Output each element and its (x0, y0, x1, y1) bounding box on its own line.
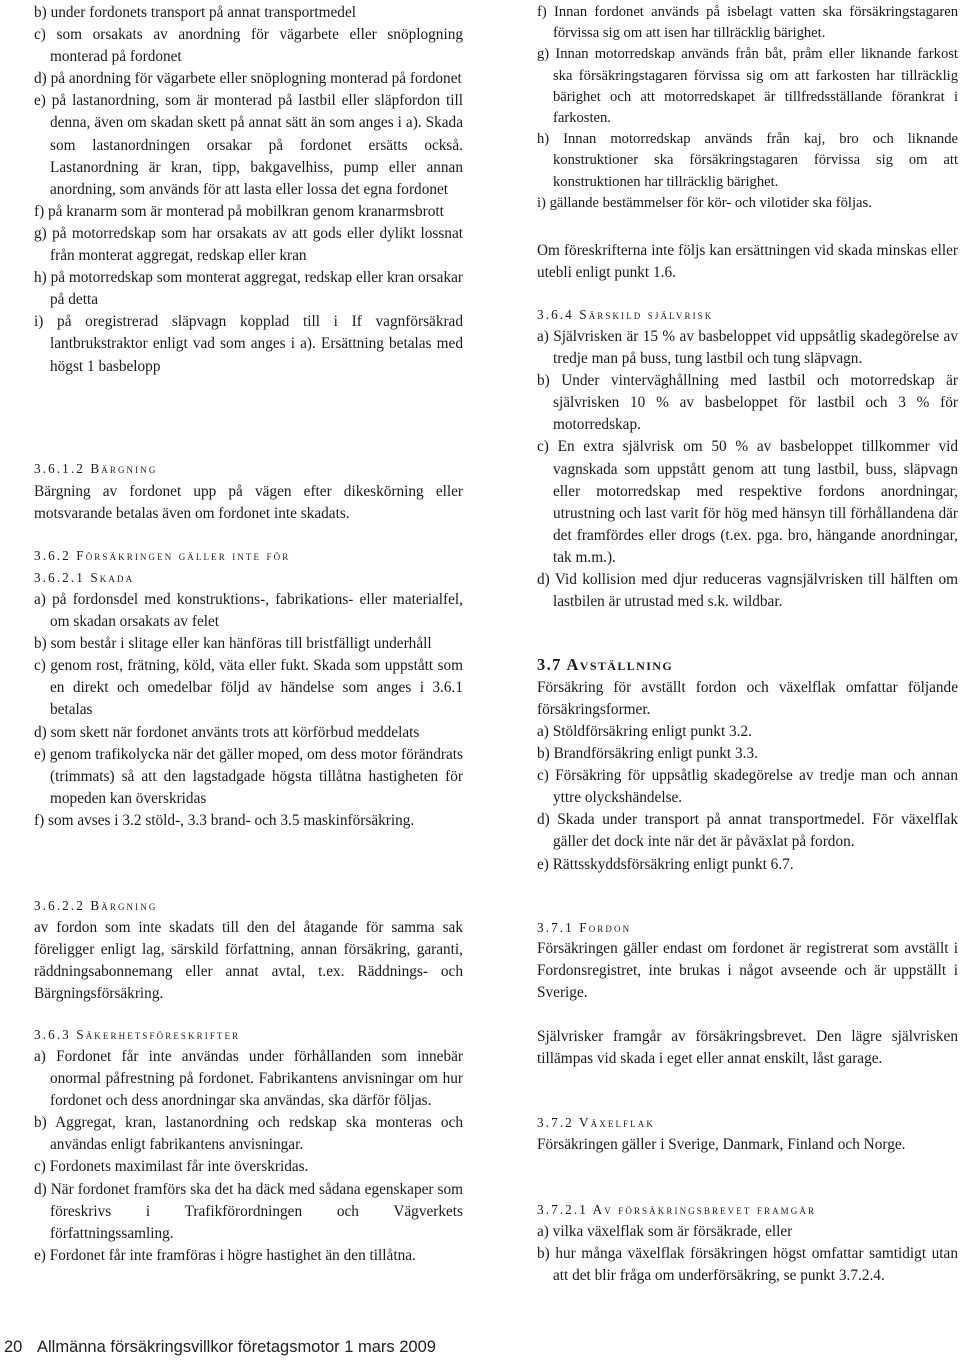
paragraph-372: Försäkringen gäller i Sverige, Danmark, Finland och Norge. (537, 1136, 906, 1153)
section-heading-372: 3.7.2 Växelflak (537, 1115, 655, 1130)
list-item: g) Innan motorredskap används från båt, pråm eller liknande farkost ska försäkringstagaren förvissa sig om att farkosten har tillräcklig bärighet och att motorredskapet är tillfredsställande förankrat i farkosten. (537, 46, 958, 127)
section-heading-371: 3.7.1 Fordon (537, 920, 632, 935)
page-number: 20 (4, 1338, 23, 1356)
paragraph-371b: Självrisker framgår av försäkringsbrevet. Den lägre självrisken tillämpas vid skada i eget eller annat enskilt, låst garage. (537, 1028, 958, 1068)
list-item: d) Vid kollision med djur reduceras vagnsjälvrisken till hälften om lastbilen är utrustad med s.k. wildbar. (537, 571, 958, 611)
list-364 (537, 326, 958, 613)
list-item: h) Innan motorredskap används från kaj, bro och liknande konstruktioner ska försäkringstagaren förvissa sig om att konstruktionen har tillräcklig bärighet. (537, 131, 958, 190)
list-item: d) som skett när fordonet använts trots att körförbud meddelats (34, 723, 420, 741)
list-item: b) som består i slitage eller kan hänföras till bristfälligt underhåll (34, 635, 432, 653)
list-item: a) Stöldförsäkring enligt punkt 3.2. (537, 723, 752, 740)
list-item: a) Fordonet får inte användas under förhållanden som innebär onormal påfrestning på fordonet. Fabrikantens anvisningar om hur fordonet och dess anordningar ska användas, ska därför följas. (34, 1048, 463, 1110)
list-item: e) genom trafikolycka när det gäller moped, om dess motor förändrats (trimmats) så att den lagstadgade högsta tillåtna hastigheten för mopeden kan överskridas (34, 745, 463, 807)
list-item: d) Skada under transport på annat transportmedel. För växelflak gäller det dock inte när det är påväxlat på fordon. (537, 811, 958, 851)
paragraph-371: Försäkringen gäller endast om fordonet är registrerat som avställt i Fordonsregistret, inte brukas i något avseende och är uppställt i Sverige. (537, 940, 958, 1002)
list-item: c) Fordonets maximilast får inte överskridas. (34, 1158, 309, 1176)
list-item: b) hur många växelflak försäkringen högst omfattar samtidigt utan att det blir fråga om underförsäkring, se punkt 3.7.2.4. (537, 1245, 958, 1285)
list-3621 (34, 589, 463, 832)
paragraph-3612: Bärgning av fordonet upp på vägen efter dikeskörning eller motsvarande betalas även om fordonet inte skadats. (34, 483, 463, 523)
section-heading-37: 3.7 Avställning (537, 655, 674, 674)
list-item: f) som avses i 3.2 stöld-, 3.3 brand- och 3.5 maskinförsäkring. (34, 811, 415, 829)
list-item: h) på motorredskap som monterat aggregat, redskap eller kran orsakar på detta (34, 269, 463, 309)
list-item: i) gällande bestämmelser för kör- och vilotider ska följas. (537, 194, 872, 211)
list-3623 (34, 1046, 463, 1267)
list-items-top (537, 2, 958, 214)
list-item: c) som orsakats av anordning för vägarbete eller snöplogning monterad på fordonet (34, 26, 463, 66)
list-items-a (34, 2, 463, 378)
list-item: b) under fordonets transport på annat transportmedel (34, 4, 356, 21)
list-item: b) Brandförsäkring enligt punkt 3.3. (537, 745, 758, 763)
section-heading-3622: 3.6.2.2 Bärgning (34, 898, 158, 913)
list-item: a) Självrisken är 15 % av basbeloppet vid uppsåtlig skadegörelse av tredje man på buss, tung lastbil och tung släpvagn. (537, 328, 958, 368)
list-item: c) genom rost, frätning, köld, väta eller fukt. Skada som uppstått som en direkt och omedelbar följd av händelse som anges i 3.6.1 betalas (34, 657, 463, 719)
list-3721 (537, 1221, 958, 1287)
list-item: a) på fordonsdel med konstruktions-, fabrikations- eller materialfel, om skadan orsakats av felet (34, 591, 463, 631)
list-item: b) Under vinterväghållning med lastbil och motorredskap är självrisken 10 % av basbeloppet för lastbil och 3 % för motorredskap. (537, 372, 958, 434)
list-item: e) Fordonet får inte framföras i högre hastighet än den tillåtna. (34, 1246, 416, 1264)
list-item: e) på lastanordning, som är monterad på lastbil eller släpfordon till denna, även om skadan skett på annat sätt än som anges i a). Skada som lastanordningen orsakar på fordonet ersätts också. Lastanordning är kran, tipp, bakgavelhiss, pump eller annan anordning, som används för att lasta eller lossa det egna fordonet (34, 92, 463, 198)
list-item: d) på anordning för vägarbete eller snöplogning monterad på fordonet (34, 70, 462, 88)
list-item: g) på motorredskap som har orsakats av att gods eller dylikt lossnat från monterat aggregat, redskap eller kran (34, 224, 463, 265)
list-item: i) på oregistrerad släpvagn kopplad till i If vagnförsäkrad lantbrukstraktor enligt vad som anges i a). Ersättning betalas med högst 1 basbelopp (34, 313, 463, 375)
list-item: f) Innan fordonet används på isbelagt vatten ska försäkringstagaren förvissa sig om att isen har tillräcklig bärighet. (537, 4, 958, 42)
list-item: c) En extra självrisk om 50 % av basbeloppet tillkommer vid vagnskada som uppstått genom att tung lastbil, buss, släpvagn eller motorredskap med respektive fordons anordningar, utrustning och last varit för hög med hänsyn till förhållandena där det framfördes eller drogs (t.ex. pga. bro, hängande anordningar, tak m.m.). (537, 438, 958, 566)
section-heading-3612: 3.6.1.2 Bärgning (34, 461, 158, 476)
list-item: b) Aggregat, kran, lastanordning och redskap ska monteras och användas enligt fabrikantens anvisningar. (34, 1114, 463, 1154)
list-item: a) vilka växelflak som är försäkrade, eller (537, 1223, 793, 1240)
section-heading-3623: 3.6.3 Säkerhetsföreskrifter (34, 1027, 241, 1042)
list-37 (537, 721, 958, 876)
section-heading-3621: 3.6.2.1 Skada (34, 570, 135, 585)
paragraph-3622: av fordon som inte skadats till den del åtagande för samma sak föreligger enligt lag, särskild författning, annan försäkring, garanti, räddningsabonnemang eller annat avtal, t.ex. Räddnings- och Bärgningsförsäkring. (34, 919, 463, 1003)
list-item: f) på kranarm som är monterad på mobilkran genom kranarmsbrott (34, 202, 444, 220)
section-heading-364: 3.6.4 Särskild självrisk (537, 307, 714, 322)
paragraph-37: Försäkring för avställt fordon och växelflak omfattar följande försäkringsformer. (537, 679, 958, 719)
list-item: e) Rättsskyddsförsäkring enligt punkt 6.7. (537, 855, 794, 873)
list-item: c) Försäkring för uppsåtlig skadegörelse av tredje man och annan yttre olyckshändelse. (537, 767, 958, 807)
section-heading-3721: 3.7.2.1 Av försäkringsbrevet framgår (537, 1202, 817, 1217)
footer-title: Allmänna försäkringsvillkor företagsmotor 1 mars 2009 (37, 1338, 436, 1356)
paragraph-reduce: Om föreskrifterna inte följs kan ersättningen vid skada minskas eller utebli enligt punkt 1.6. (537, 242, 958, 282)
section-heading-362: 3.6.2 Försäkringen gäller inte för (34, 548, 291, 563)
list-item: d) När fordonet framförs ska det ha däck med sådana egenskaper som föreskrivs i Trafikförordningen och Vägverkets författningssamling. (34, 1180, 463, 1242)
